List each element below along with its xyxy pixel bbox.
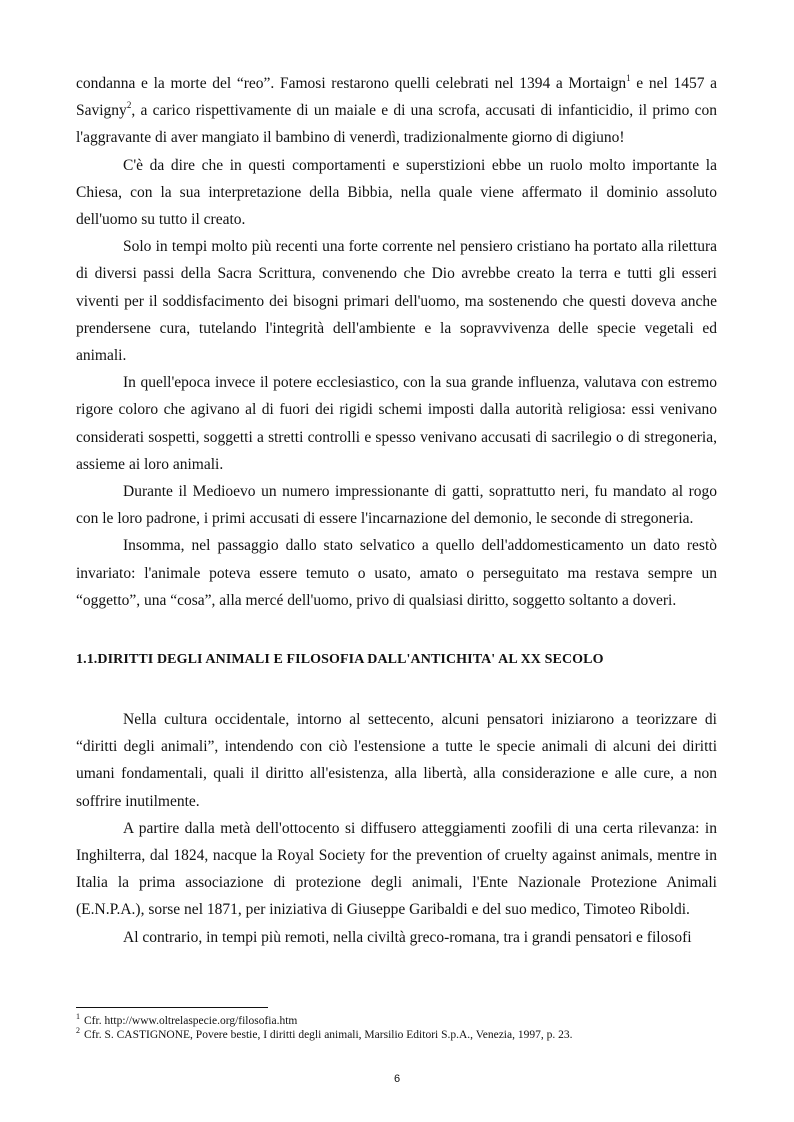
footnote-divider bbox=[76, 1007, 268, 1008]
paragraph-1 bbox=[76, 70, 717, 152]
paragraph-6: Insomma, nel passaggio dallo stato selvatico a quello dell'addomesticamento un dato restò invariato: l'animale poteva essere temuto o usato, amato o perseguitato ma restava sempre un “oggetto”, una “cosa”, alla mercé dell'uomo, privo di qualsiasi diritto, soggetto soltanto a doveri. bbox=[76, 537, 717, 609]
footnote-ref-1[interactable]: 1 bbox=[626, 73, 631, 83]
footnote-1-text: Cfr. http://www.oltrelaspecie.org/filosofia.htm bbox=[84, 1015, 298, 1027]
footnote-2-mark: 2 bbox=[76, 1026, 80, 1035]
paragraph-1-text-b: e nel 1457 a Savigny bbox=[76, 75, 717, 120]
footnote-1 bbox=[76, 1014, 717, 1028]
paragraph-3: Solo in tempi molto più recenti una forte corrente nel pensiero cristiano ha portato alla rilettura di diversi passi della Sacra Scrittura, convenendo che Dio avrebbe creato la terra e tutti gli esseri viventi per il soddisfacimento dei bisogni primari dell'uomo, ma sostenendo che questi doveva anche prendersene cura, tutelando l'integrità dell'ambiente e la sopravvivenza delle specie vegetali ed animali. bbox=[76, 238, 717, 365]
footnote-2 bbox=[76, 1028, 717, 1042]
paragraph-7: Nella cultura occidentale, intorno al settecento, alcuni pensatori iniziarono a teorizzare di “diritti degli animali”, intendendo con ciò l'estensione a tutte le specie animali di alcuni dei diritti umani fondamentali, quali il diritto all'esistenza, alla libertà, alla considerazione e alle cure, a non soffrire inutilmente. bbox=[76, 711, 717, 810]
section-heading: 1.1.DIRITTI DEGLI ANIMALI E FILOSOFIA DALL'ANTICHITA' AL XX SECOLO bbox=[76, 652, 604, 668]
footnotes bbox=[76, 1007, 717, 1042]
footnote-1-mark: 1 bbox=[76, 1012, 80, 1021]
footnote-2-text: Cfr. S. CASTIGNONE, Povere bestie, I diritti degli animali, Marsilio Editori S.p.A., Venezia, 1997, p. 23. bbox=[84, 1029, 573, 1041]
paragraph-5: Durante il Medioevo un numero impressionante di gatti, soprattutto neri, fu mandato al rogo con le loro padrone, i primi accusati di essere l'incarnazione del demonio, le seconde di stregoneria. bbox=[76, 483, 717, 528]
paragraph-1-text-c: , a carico rispettivamente di un maiale e di una scrofa, accusati di infanticidio, il primo con l'aggravante di aver mangiato il bambino di venerdì, tradizionalmente giorno di digiuno! bbox=[76, 102, 717, 147]
paragraph-4: In quell'epoca invece il potere ecclesiastico, con la sua grande influenza, valutava con estremo rigore coloro che agivano al di fuori dei rigidi schemi imposti dalla autorità religiosa: essi venivano considerati sospetti, soggetti a stretti controlli e spesso venivano accusati di sacrilegio o di stregoneria, assieme ai loro animali. bbox=[76, 374, 717, 473]
paragraph-2: C'è da dire che in questi comportamenti e superstizioni ebbe un ruolo molto importante la Chiesa, con la sua interpretazione della Bibbia, nella quale viene affermato il dominio assoluto dell'uomo su tutto il creato. bbox=[76, 156, 717, 229]
page-body bbox=[76, 70, 717, 951]
footnote-ref-2[interactable]: 2 bbox=[126, 100, 132, 111]
paragraph-1-text-a: condanna e la morte del “reo”. Famosi restarono quelli celebrati nel 1394 a Mortaign bbox=[76, 75, 627, 92]
paragraph-9: Al contrario, in tempi più remoti, nella civiltà greco-romana, tra i grandi pensatori e filosofi bbox=[123, 928, 692, 946]
paragraph-8: A partire dalla metà dell'ottocento si diffusero atteggiamenti zoofili di una certa rilevanza: in Inghilterra, dal 1824, nacque la Royal Society for the prevention of cruelty against animals, mentre in Italia la prima associazione di protezione degli animali, l'Ente Nazionale Protezione Animali (E.N.P.A.), sorse nel 1871, per iniziativa di Giuseppe Garibaldi e del suo medico, Timoteo Riboldi. bbox=[76, 819, 717, 919]
page-number: 6 bbox=[393, 1073, 401, 1085]
